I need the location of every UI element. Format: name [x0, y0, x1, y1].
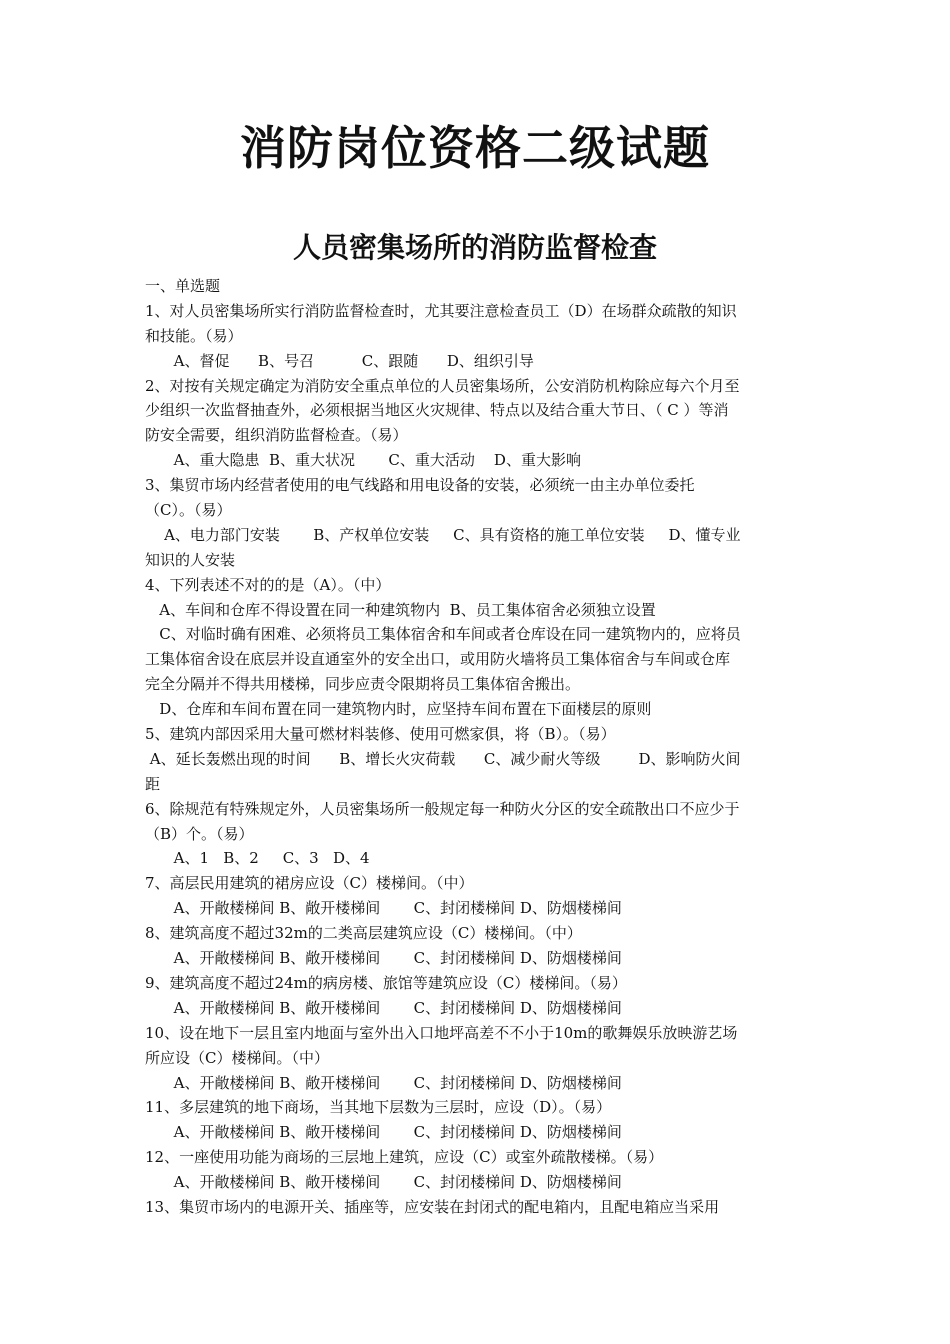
text-line: 所应设（C）楼梯间。（中）: [145, 1048, 329, 1067]
text-line: A、开敞楼梯间 B、敞开楼梯间 C、封闭楼梯间 D、防烟楼梯间: [145, 998, 622, 1017]
text-line: A、开敞楼梯间 B、敞开楼梯间 C、封闭楼梯间 D、防烟楼梯间: [145, 899, 622, 918]
text-line: A、1 B、2 C、3 D、4: [145, 849, 370, 868]
text-line: 9、建筑高度不超过24m的病房楼、旅馆等建筑应设（C）楼梯间。（易）: [145, 973, 627, 992]
text-line: 距: [145, 774, 161, 793]
text-line: 2、对按有关规定确定为消防安全重点单位的人员密集场所，公安消防机构除应每六个月至: [145, 376, 740, 395]
text-line: A、开敞楼梯间 B、敞开楼梯间 C、封闭楼梯间 D、防烟楼梯间: [145, 1123, 622, 1142]
text-line: 少组织一次监督抽查外，必须根据当地区火灾规律、特点以及结合重大节日、（ C ）等消: [145, 401, 729, 420]
text-line: A、开敞楼梯间 B、敞开楼梯间 C、封闭楼梯间 D、防烟楼梯间: [145, 1173, 622, 1192]
text-line: A、开敞楼梯间 B、敞开楼梯间 C、封闭楼梯间 D、防烟楼梯间: [145, 1073, 622, 1092]
text-line: A、督促 B、号召 C、跟随 D、组织引导: [145, 351, 534, 370]
text-line: 3、集贸市场内经营者使用的电气线路和用电设备的安装，必须统一由主办单位委托: [145, 476, 695, 495]
text-line: 7、高层民用建筑的裙房应设（C）楼梯间。（中）: [145, 874, 474, 893]
text-line: 12、一座使用功能为商场的三层地上建筑，应设（C）或室外疏散楼梯。（易）: [145, 1148, 664, 1167]
text-line: A、车间和仓库不得设置在同一种建筑物内 B、员工集体宿舍必须独立设置: [145, 600, 656, 619]
text-line: A、电力部门安装 B、产权单位安装 C、具有资格的施工单位安装 D、懂专业: [145, 525, 741, 544]
text-line: D、仓库和车间布置在同一建筑物内时，应坚持车间布置在下面楼层的原则: [145, 700, 652, 719]
text-line: 完全分隔并不得共用楼梯，同步应责令限期将员工集体宿舍搬出。: [145, 675, 581, 694]
text-line: （C）。（易）: [145, 501, 232, 520]
text-line: A、重大隐患 B、重大状况 C、重大活动 D、重大影响: [145, 451, 581, 470]
section-title: 人员密集场所的消防监督检查: [292, 231, 657, 264]
text-line: 知识的人安装: [145, 550, 236, 569]
text-line: 1、对人员密集场所实行消防监督检查时，尤其要注意检查员工（D）在场群众疏散的知识: [145, 301, 737, 320]
text-line: 和技能。（易）: [145, 326, 243, 345]
text-line: C、对临时确有困难、必须将员工集体宿舍和车间或者仓库设在同一建筑物内的，应将员: [145, 625, 741, 644]
text-line: 4、下列表述不对的的是（A）。（中）: [145, 575, 391, 594]
text-line: 防安全需要，组织消防监督检查。（易）: [145, 426, 408, 445]
text-line: 10、设在地下一层且室内地面与室外出入口地坪高差不不小于10m的歌舞娱乐放映游艺场: [145, 1023, 738, 1042]
text-line: 13、集贸市场内的电源开关、插座等，应安装在封闭式的配电箱内，且配电箱应当采用: [145, 1197, 720, 1216]
text-line: 5、建筑内部因采用大量可燃材料装修、使用可燃家俱，将（B）。（易）: [145, 725, 616, 744]
text-line: A、开敞楼梯间 B、敞开楼梯间 C、封闭楼梯间 D、防烟楼梯间: [145, 949, 622, 968]
text-line: 6、除规范有特殊规定外，人员密集场所一般规定每一种防火分区的安全疏散出口不应少于: [145, 799, 740, 818]
text-line: 工集体宿舍设在底层并设直通室外的安全出口，或用防火墙将员工集体宿舍与车间或仓库: [145, 650, 731, 669]
text-line: A、延长轰燃出现的时间 B、增长火灾荷载 C、减少耐火等级 D、影响防火间: [145, 749, 741, 768]
page-title: 消防岗位资格二级试题: [240, 121, 710, 175]
text-line: 一、单选题: [145, 277, 221, 295]
text-line: （B）个。（易）: [145, 824, 254, 843]
text-line: 11、多层建筑的地下商场，当其地下层数为三层时，应设（D）。（易）: [145, 1098, 612, 1117]
document-body: [145, 274, 810, 1220]
text-line: 8、建筑高度不超过32m的二类高层建筑应设（C）楼梯间。（中）: [145, 924, 582, 943]
